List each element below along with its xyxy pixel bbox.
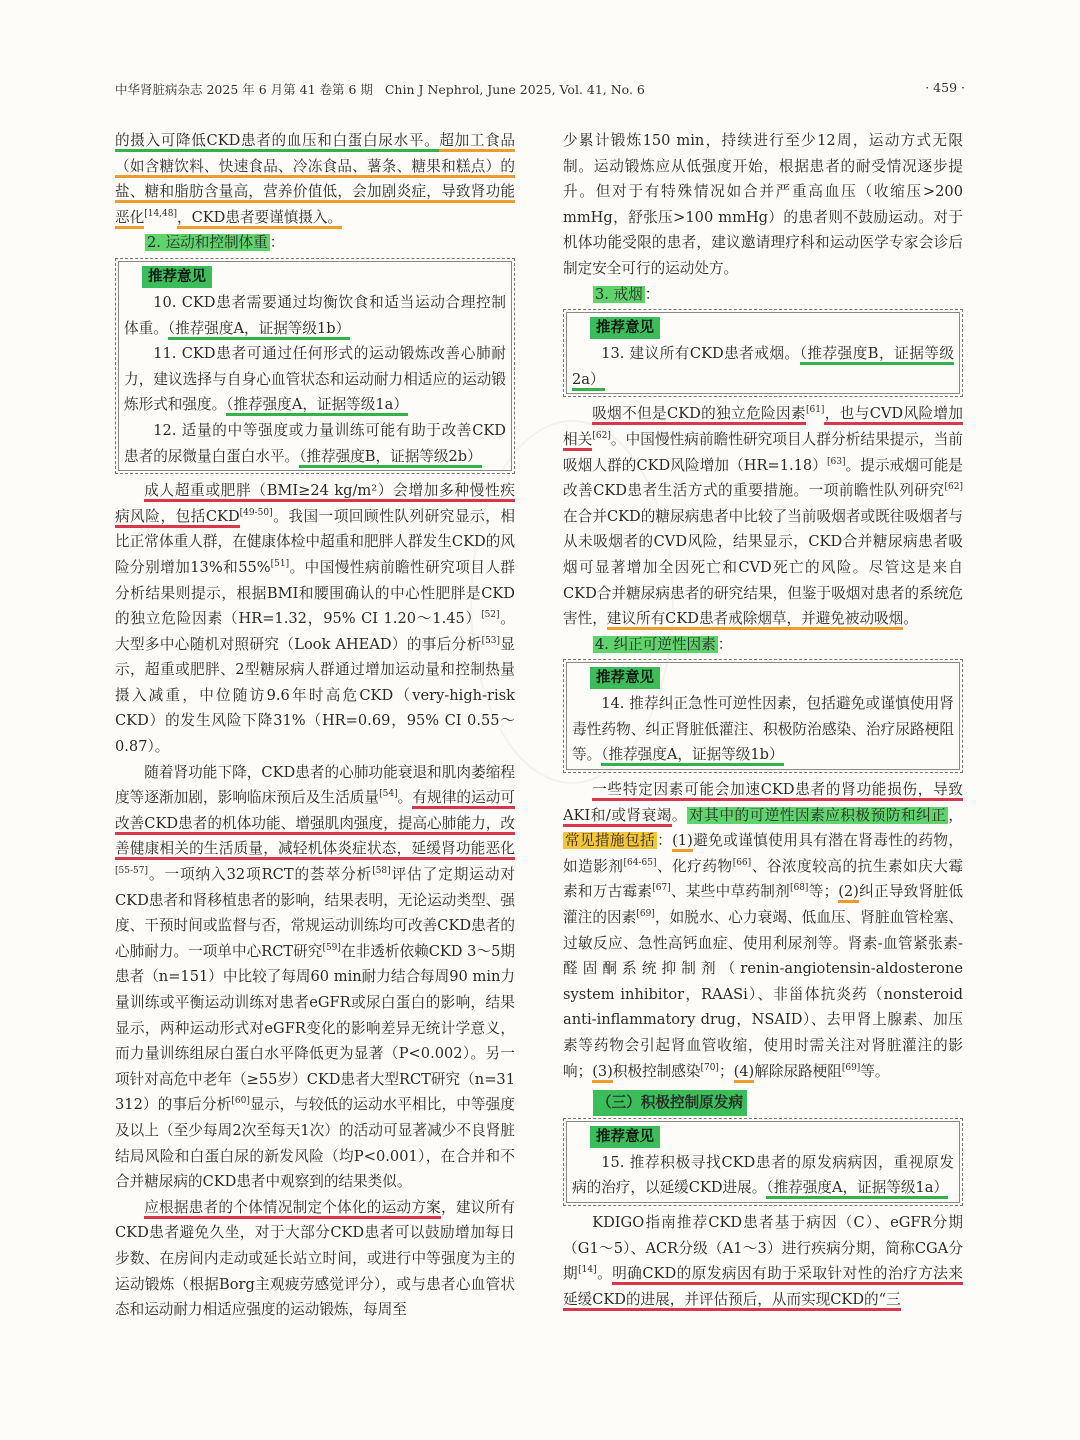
section-heading: 2. 运动和控制体重 ： <box>147 234 285 252</box>
paragraph: 成人超重或肥胖（BMI≥24 kg/m²）会增加多种慢性疾病风险，包括CKD[49-50]。我国一项回顾性队列研究显示，相比正常体重人群，在健康体检中超重和肥胖人群发生CKD的风险分别增加13%和55%[51]。中国慢性病前瞻性研究项目人群分析结果则提示，根据BMI和腰围确认的中心性肥胖是CKD的独立危险因素（HR=1.32，95% CI 1.20～1.45）[52]。大型多中心随机对照研究（Look AHEAD）的事后分析[53]显示，超重或肥胖、2型糖尿病人群通过增加运动量和控制热量摄入减重，中位随访9.6年时高危CKD（very-high-risk CKD）的发生风险下降31%（HR=0.69，95% CI 0.55～0.87）。 <box>115 482 515 756</box>
recommendation: 10. CKD患者需要通过均衡饮食和适当运动合理控制体重。（推荐强度A，证据等级1b） <box>124 290 506 341</box>
section-heading: 4. 纠正可逆性因素 ： <box>595 635 733 653</box>
journal-citation: 中华肾脏病杂志 2025 年 6 月第 41 卷第 6 期 Chin J Nephrol, June 2025, Vol. 41, No. 6 <box>115 82 645 97</box>
box-title: 推荐意见 <box>142 266 212 288</box>
paragraph: 应根据患者的个体情况制定个体化的运动方案，建议所有CKD患者避免久坐，对于大部分CKD患者可以鼓励增加每日步数、在房间内走动或延长站立时间，或进行中等强度为主的运动锻炼（根据Borg主观疲劳感觉评分），或与患者心血管状态和运动耐力相适应强度的运动锻炼，每周至 <box>115 1198 515 1319</box>
recommendation: 11. CKD患者可通过任何形式的运动锻炼改善心肺耐力，建议选择与自身心血管状态和运动耐力相适应的运动锻炼形式和强度。（推荐强度A，证据等级1a） <box>124 341 506 418</box>
section-heading: 3. 戒烟 ： <box>595 285 660 303</box>
box-title: 推荐意见 <box>590 317 660 339</box>
recommendation-box <box>563 659 963 773</box>
paragraph: 的摄入可降低CKD患者的血压和白蛋白尿水平。超加工食品（如含糖饮料、快速食品、冷冻食品、薯条、糖果和糕点）的盐、糖和脂肪含量高，营养价值低，会加剧炎症，导致肾功能恶化[14,48]，CKD患者要谨慎摄入。 <box>115 128 515 230</box>
page-number: · 459 · <box>925 80 965 95</box>
right-column <box>563 128 963 1312</box>
recommendation: 15. 推荐积极寻找CKD患者的原发病病因，重视原发病的治疗，以延缓CKD进展。（推荐强度A，证据等级1a） <box>572 1150 954 1201</box>
box-title: 推荐意见 <box>590 667 660 689</box>
recommendation: 12. 适量的中等强度或力量训练可能有助于改善CKD患者的尿微量白蛋白水平。（推荐强度B，证据等级2b） <box>124 418 506 469</box>
recommendation-box <box>563 309 963 397</box>
recommendation: 13. 建议所有CKD患者戒烟。（推荐强度B，证据等级2a） <box>572 341 954 392</box>
recommendation: 14. 推荐纠正急性可逆性因素，包括避免或谨慎使用肾毒性药物、纠正肾脏低灌注、积极防治感染、治疗尿路梗阻等。（推荐强度A，证据等级1b） <box>572 691 954 768</box>
paragraph: 吸烟不但是CKD的独立危险因素[61]，也与CVD风险增加相关[62]。中国慢性病前瞻性研究项目人群分析结果提示，当前吸烟人群的CKD风险增加（HR=1.18）[63]。提示戒烟可能是改善CKD患者生活方式的重要措施。一项前瞻性队列研究[62]在合并CKD的糖尿病患者中比较了当前吸烟者或既往吸烟者与从未吸烟者的CVD风险，结果显示，CKD合并糖尿病患者吸烟可显著增加全因死亡和CVD死亡的风险。尽管这是来自CKD合并糖尿病患者的研究结果，但鉴于吸烟对患者的系统危害性，建议所有CKD患者戒除烟草，并避免被动吸烟。 <box>563 401 963 631</box>
left-column <box>115 128 515 1323</box>
paragraph: KDIGO指南推荐CKD患者基于病因（C）、eGFR分期（G1～5）、ACR分级（A1～3）进行疾病分期，简称CGA分期[14]。明确CKD的原发病因有助于采取针对性的治疗方法来延缓CKD的进展，并评估预后，从而实现CKD的“三 <box>563 1210 963 1312</box>
paragraph: 一些特定因素可能会加速CKD患者的肾功能损伤，导致AKI和/或肾衰竭。 对其中的可逆性因素应积极预防和纠正 ，常见措施包括 ：(1)避免或谨慎使用具有潜在肾毒性的药物，如造影剂[64-65]、化疗药物[66]、谷浓度较高的抗生素如庆大霉素和万古霉素[67]、某些中草药制剂[68]等；(2)纠正导致肾脏低灌注的因素[69]，如脱水、心力衰竭、低血压、肾脏血管栓塞、过敏反应、急性高钙血症、使用利尿剂等。肾素-血管紧张素-醛固酮系统抑制剂（renin-angiotensin-aldosterone system inhibitor，RAASi）、非甾体抗炎药（nonsteroid anti-inflammatory drug，NSAID）、去甲肾上腺素、加压素等药物会引起肾血管收缩，使用时需关注对肾脏灌注的影响；(3)积极控制感染[70]；(4)解除尿路梗阻[69]等。 <box>563 777 963 1084</box>
box-title: 推荐意见 <box>590 1126 660 1148</box>
running-header <box>115 80 965 102</box>
paragraph: 少累计锻炼150 min，持续进行至少12周，运动方式无限制。运动锻炼应从低强度开始，根据患者的耐受情况逐步提升。但对于有特殊情况如合并严重高血压（收缩压>200 mmHg，舒张压>100 mmHg）的患者则不鼓励运动。对于机体功能受限的患者，建议邀请理疗科和运动医学专家会诊后制定安全可行的运动处方。 <box>563 132 963 277</box>
paragraph: 随着肾功能下降，CKD患者的心肺功能衰退和肌肉萎缩程度等逐渐加剧，影响临床预后及生活质量[54]。有规律的运动可改善CKD患者的机体功能、增强肌肉强度，提高心肺能力，改善健康相关的生活质量，减轻机体炎症状态，延缓肾功能恶化[55-57]。一项纳入32项RCT的荟萃分析[58]评估了定期运动对CKD患者和肾移植患者的影响，结果表明，无论运动类型、强度、干预时间或监督与否，常规运动训练均可改善CKD患者的心肺耐力。一项单中心RCT研究[59]在非透析依赖CKD 3～5期患者（n=151）中比较了每周60 min耐力结合每周90 min力量训练或平衡运动训练对患者eGFR或尿白蛋白的影响，结果显示，两种运动形式对eGFR变化的影响差异无统计学意义，而力量训练组尿白蛋白水平降低更为显著（P<0.002）。另一项针对高危中老年（≥55岁）CKD患者大型RCT研究（n=31 312）的事后分析[60]显示，与较低的运动水平相比，中等强度及以上（至少每周2次至每天1次）的活动可显著减少不良肾脏结局风险和白蛋白尿的新发风险（均P<0.001），在合并和不合并糖尿病的CKD患者中观察到的结果类似。 <box>115 763 516 1191</box>
recommendation-box <box>563 1118 963 1206</box>
recommendation-box <box>115 258 515 474</box>
section-heading: （三）积极控制原发病 <box>563 1090 963 1116</box>
